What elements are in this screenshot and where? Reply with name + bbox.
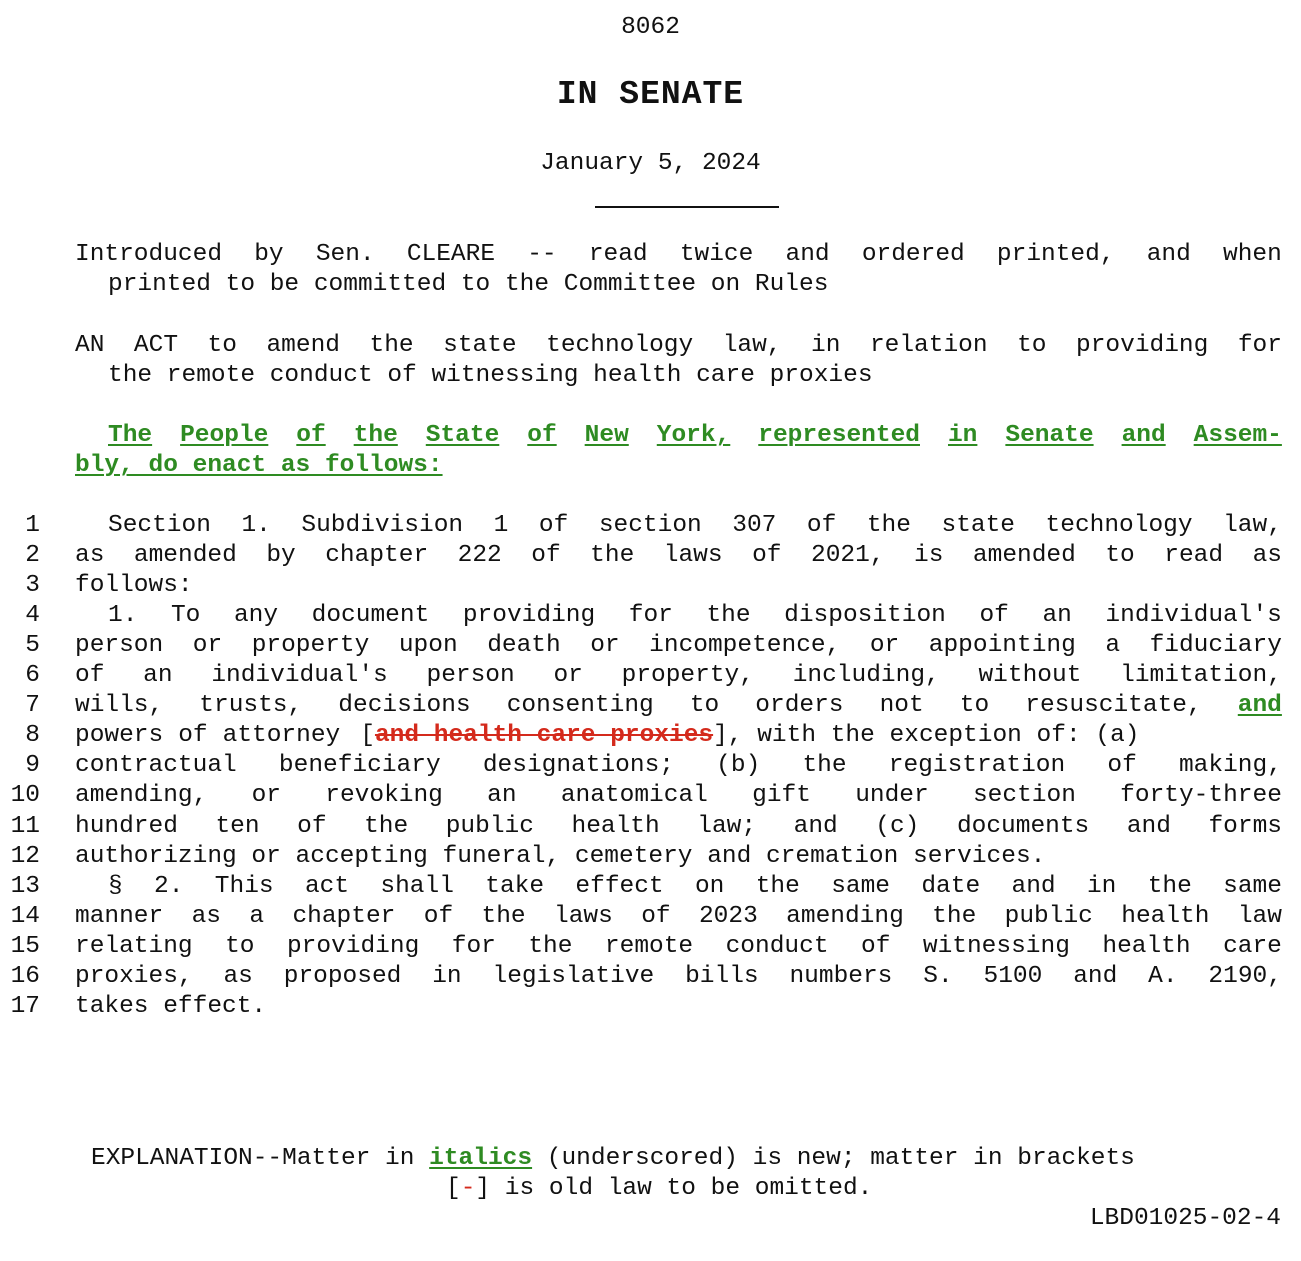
bill-line-8: [75, 721, 1282, 751]
word: manner: [75, 902, 164, 930]
word: when: [1223, 241, 1282, 268]
bill-line-9: [75, 751, 1282, 781]
word: same: [831, 872, 890, 900]
word: revoking: [325, 782, 443, 810]
word: AN: [75, 332, 105, 359]
word: document: [311, 602, 430, 630]
word: of: [527, 422, 557, 449]
word: to: [689, 692, 720, 720]
word: or: [869, 632, 900, 660]
word: the: [755, 872, 800, 900]
word: amended: [972, 542, 1076, 570]
bill-line-16: [75, 962, 1282, 992]
word: Introduced: [75, 241, 223, 268]
word: S.: [923, 962, 953, 990]
word: and: [1146, 241, 1191, 268]
word: 1.: [108, 602, 138, 630]
word: twice: [679, 241, 754, 268]
word: or: [251, 782, 281, 810]
word: same: [1223, 872, 1282, 900]
bill-line-14: [75, 902, 1282, 932]
bill-line-17: [75, 992, 1282, 1022]
word: in: [947, 422, 978, 449]
explanation-bracket-open: [: [446, 1175, 461, 1202]
word: or: [553, 662, 583, 690]
chamber-heading: IN SENATE: [556, 76, 745, 113]
word: appointing: [928, 632, 1076, 660]
word: property: [251, 632, 370, 660]
word: a: [249, 902, 265, 930]
word: numbers: [789, 962, 893, 990]
word: health: [1102, 932, 1191, 960]
word: read: [588, 241, 648, 268]
word: of: [531, 542, 561, 570]
word: health: [571, 812, 660, 840]
line-number: 4: [25, 602, 40, 630]
word: amended: [133, 542, 237, 570]
word: New: [584, 422, 629, 449]
amendment-segment: [360, 721, 1139, 751]
word: Sen.: [315, 241, 375, 268]
word: and: [1121, 422, 1166, 449]
word: any: [233, 602, 279, 630]
word: attorney: [222, 722, 341, 750]
word: limitation,: [1120, 662, 1282, 690]
word: the: [353, 422, 398, 449]
word: laws: [554, 902, 613, 930]
word: state: [443, 332, 517, 359]
word: by: [254, 241, 284, 268]
word: as: [75, 542, 105, 570]
word: orders: [755, 692, 844, 720]
word: proposed: [283, 962, 402, 990]
word: in: [1086, 872, 1117, 900]
line-number: 8: [25, 722, 40, 750]
word: hundred: [75, 812, 178, 840]
bill-line-5: [75, 631, 1282, 661]
word: section: [972, 782, 1076, 810]
explanation-text-3: ] is old law to be omitted.: [475, 1175, 873, 1202]
word: under: [855, 782, 929, 810]
line-number: 10: [10, 782, 40, 810]
bracket-open: [: [360, 722, 375, 750]
word: individual's: [1105, 602, 1282, 630]
word: To: [170, 602, 201, 630]
word: §: [108, 872, 123, 900]
word: for: [451, 932, 496, 960]
bill-line-15: [75, 932, 1282, 962]
word: 2023: [698, 902, 758, 930]
word: proxies,: [75, 962, 193, 990]
word: Assem-: [1193, 422, 1282, 449]
word: providing: [286, 932, 420, 960]
word: CLEARE: [406, 241, 496, 268]
inserted-text: and: [1237, 692, 1282, 720]
bill-line-4: [108, 601, 1282, 631]
word: designations;: [482, 752, 674, 780]
explanation-text-2: (underscored) is new; matter in brackets: [532, 1145, 1135, 1172]
word: decisions: [338, 692, 471, 720]
word: and: [1073, 962, 1118, 990]
header-divider: [595, 206, 779, 208]
word: authorizing or accepting funeral, cemetery and cremation services.: [75, 842, 1046, 870]
word: the: [706, 602, 751, 630]
word: gift: [752, 782, 811, 810]
word: conduct: [725, 932, 829, 960]
introduced-line-2: printed to be committed to the Committee on Rules: [108, 271, 829, 298]
enacting-clause-line-1: [108, 421, 1282, 451]
word: amend: [266, 332, 340, 359]
word: date: [921, 872, 981, 900]
word: health: [1121, 902, 1210, 930]
word: a: [1105, 632, 1121, 660]
word: to: [207, 332, 237, 359]
line-number: 3: [25, 572, 40, 600]
word: state: [941, 512, 1016, 539]
word: 1: [493, 512, 509, 539]
word: not: [879, 692, 924, 720]
line-number: 15: [10, 932, 40, 960]
word: as: [191, 902, 221, 930]
bill-line-1: [108, 511, 1282, 541]
word: anatomical: [560, 782, 708, 810]
word: shall: [380, 872, 454, 900]
word: providing: [462, 602, 596, 630]
word: People: [180, 422, 269, 449]
word: for: [628, 602, 673, 630]
word: takes effect.: [75, 992, 267, 1020]
explanation-line-1: [91, 1144, 1135, 1174]
word: trusts,: [199, 692, 303, 720]
word: of: [178, 722, 208, 750]
bill-line-12: [75, 842, 1282, 872]
word: 2.: [154, 872, 184, 900]
word: providing: [1076, 332, 1209, 359]
word: laws: [663, 542, 723, 570]
word: for: [1237, 332, 1282, 359]
word: of: [806, 512, 837, 539]
word: section: [598, 512, 702, 539]
word: is: [914, 542, 944, 570]
word: amending,: [75, 782, 208, 810]
line-remainder: ], with the exception of: (a): [713, 722, 1140, 750]
word: death: [487, 632, 561, 660]
word: of: [296, 422, 326, 449]
word: to: [225, 932, 255, 960]
word: including,: [792, 662, 940, 690]
word: disposition: [784, 602, 946, 630]
word: of: [861, 932, 891, 960]
explanation-text-1: EXPLANATION--Matter in: [91, 1145, 430, 1172]
word: wills,: [75, 692, 164, 720]
word: fiduciary: [1149, 632, 1282, 660]
word: law,: [722, 332, 782, 359]
word: person: [75, 632, 164, 660]
line-number: 7: [25, 692, 40, 720]
word: consenting: [506, 692, 654, 720]
word: on: [694, 872, 725, 900]
word: the: [369, 332, 414, 359]
line-number: 16: [10, 962, 40, 990]
word: documents: [956, 812, 1090, 840]
word: take: [485, 872, 545, 900]
word: the: [364, 812, 409, 840]
line-number: 5: [25, 632, 40, 660]
word: of: [641, 902, 671, 930]
word: York,: [656, 422, 731, 449]
word: follows:: [75, 572, 193, 600]
word: 5100: [983, 962, 1043, 990]
bill-line-3: [75, 571, 1282, 601]
word: forms: [1208, 812, 1282, 840]
word: of: [423, 902, 454, 930]
introduction-date: January 5, 2024: [540, 150, 761, 177]
bill-line-2: [75, 541, 1282, 571]
word: in: [432, 962, 462, 990]
word: 2190,: [1208, 962, 1282, 990]
bill-line-10: [75, 781, 1282, 811]
word: represented: [758, 422, 920, 449]
word: Subdivision: [301, 512, 464, 539]
line-number: 1: [25, 512, 40, 539]
word: legislative: [492, 962, 655, 990]
word: care: [1223, 932, 1282, 960]
word: ten: [215, 812, 260, 840]
word: This: [214, 872, 274, 900]
deleted-text: and health care proxies: [374, 722, 714, 750]
word: technology: [546, 332, 694, 359]
word: in: [811, 332, 841, 359]
word: making,: [1178, 752, 1282, 780]
enacting-clause-line-2: [75, 451, 1282, 481]
word: the: [528, 932, 573, 960]
word: technology: [1045, 512, 1193, 539]
word: beneficiary: [278, 752, 441, 780]
word: as: [223, 962, 253, 990]
word: person: [426, 662, 515, 690]
explanation-line-2: [446, 1174, 872, 1204]
word: public: [445, 812, 534, 840]
word: 2021,: [811, 542, 885, 570]
line-number: 12: [10, 842, 40, 870]
word: the: [590, 542, 635, 570]
word: or: [192, 632, 223, 660]
word: act: [304, 872, 350, 900]
word: 222: [457, 542, 502, 570]
introduced-line-1: [75, 240, 1282, 270]
word: individual's: [211, 662, 388, 690]
word: and: [785, 241, 830, 268]
act-title-line-1: [75, 331, 1282, 361]
word: property,: [621, 662, 754, 690]
bill-line-7: [75, 691, 1282, 721]
word: The: [108, 422, 153, 449]
line-number: 6: [25, 662, 40, 690]
word: contractual: [75, 752, 237, 780]
word: bills: [685, 962, 759, 990]
word: and: [793, 812, 838, 840]
word: public: [1004, 902, 1093, 930]
word: State: [425, 422, 500, 449]
line-number: 14: [10, 902, 40, 930]
bill-number: 8062: [621, 14, 680, 41]
word: to: [959, 692, 990, 720]
document-id: LBD01025-02-4: [1089, 1205, 1281, 1232]
word: the: [802, 752, 847, 780]
word: registration: [888, 752, 1066, 780]
word: 307: [732, 512, 777, 539]
word: forty-three: [1120, 782, 1282, 810]
word: of: [75, 662, 105, 690]
word: and: [1126, 812, 1171, 840]
word: the: [932, 902, 977, 930]
word: without: [978, 662, 1082, 690]
word: Senate: [1005, 422, 1094, 449]
word: ordered: [861, 241, 965, 268]
word: the: [1147, 872, 1192, 900]
bill-line-13: [108, 872, 1282, 902]
bill-line-6: [75, 661, 1282, 691]
word: chapter: [325, 542, 429, 570]
word: remote: [604, 932, 694, 960]
word: relating: [75, 932, 193, 960]
word: law,: [1223, 512, 1282, 539]
word: an: [1042, 602, 1072, 630]
word: A.: [1148, 962, 1178, 990]
word: and: [1011, 872, 1056, 900]
word: of: [538, 512, 569, 539]
word: by: [266, 542, 296, 570]
word: the: [481, 902, 526, 930]
word: Section: [108, 512, 211, 539]
word: (b): [716, 752, 761, 780]
line-number: 13: [10, 872, 40, 900]
enacting-clause-text: bly, do enact as follows:: [75, 452, 443, 479]
explanation-italics-word: italics: [429, 1145, 533, 1172]
word: witnessing: [922, 932, 1070, 960]
word: law: [1237, 902, 1282, 930]
word: an: [143, 662, 173, 690]
word: or: [590, 632, 620, 660]
word: 1.: [241, 512, 271, 539]
word: resuscitate,: [1025, 692, 1202, 720]
word: read: [1164, 542, 1224, 570]
word: to: [1105, 542, 1135, 570]
explanation-dash: -: [460, 1175, 476, 1202]
word: (c): [875, 812, 920, 840]
word: of: [752, 542, 782, 570]
line-number: 2: [25, 542, 40, 570]
word: to: [1017, 332, 1047, 359]
word: relation: [869, 332, 988, 359]
line-number: 11: [10, 812, 40, 840]
word: of: [1107, 752, 1137, 780]
line-number: 17: [10, 992, 40, 1020]
word: printed,: [996, 241, 1115, 268]
word: ACT: [133, 332, 179, 359]
word: amending: [786, 902, 904, 930]
word: chapter: [292, 902, 396, 930]
word: as: [1252, 542, 1282, 570]
line-number: 9: [25, 752, 40, 780]
word: of: [297, 812, 327, 840]
word: of: [979, 602, 1009, 630]
word: incompetence,: [649, 632, 841, 660]
word: law;: [697, 812, 757, 840]
act-title-line-2: the remote conduct of witnessing health care proxies: [108, 362, 873, 389]
word: powers: [75, 722, 164, 750]
word: upon: [398, 632, 458, 660]
word: --: [527, 241, 557, 268]
word: effect: [575, 872, 664, 900]
word: an: [487, 782, 517, 810]
bill-line-11: [75, 812, 1282, 842]
word: the: [866, 512, 911, 539]
